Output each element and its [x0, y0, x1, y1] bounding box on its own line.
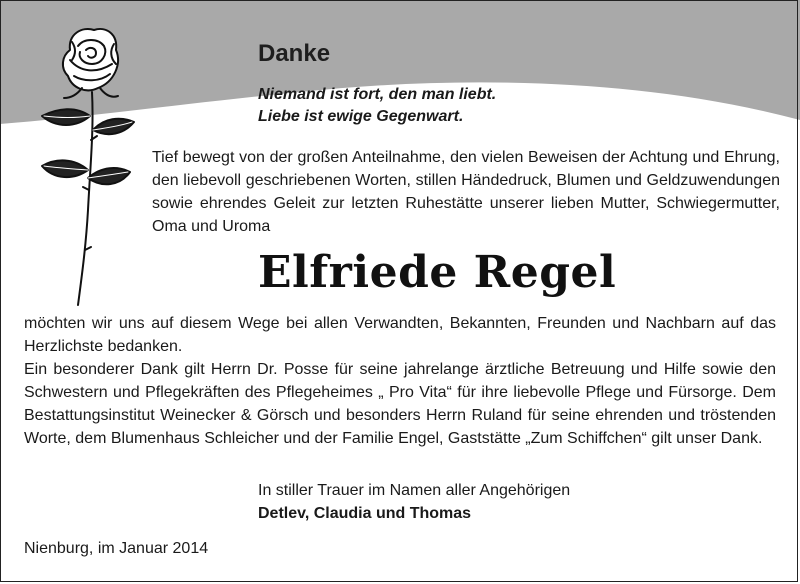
mourning-line: In stiller Trauer im Namen aller Angehörigen — [258, 482, 571, 499]
special-thanks-paragraph: Ein besonderer Dank gilt Herrn Dr. Posse für seine jahrelange ärztliche Betreuung und Hilfe sowie den Schwestern und Pflegekräften des Pflegeheimes „ Pro Vita“ für ihre liebevolle Pflege und Fürsorge. Dem Bestattungsinstitut Weinecker & Görsch und besonders Herrn Ruland für seine ehrenden und tröstenden Worte, dem Blumenhaus Schleicher und der Familie Engel, Gaststätte „Zum Schiffchen“ gilt unser Dank. — [24, 361, 776, 447]
signers: Detlev, Claudia und Thomas — [258, 505, 472, 522]
deceased-name: Elfriede Regel — [258, 247, 617, 298]
thanks-paragraph: möchten wir uns auf diesem Wege bei allen Verwandten, Bekannten, Freunden und Nachbarn auf das Herzlichste bedanken. — [24, 315, 776, 355]
intro-paragraph: Tief bewegt von der großen Anteilnahme, den vielen Beweisen der Achtung und Ehrung, den liebevoll geschriebenen Worten, stillen Händedruck, Blumen und Geldzuwendungen sowie ehrendes Geleit zur letzten Ruhestätte unserer lieben Mutter, Schwiegermutter, Oma und Uroma — [152, 149, 780, 235]
motto-line: Liebe ist ewige Gegenwart. — [258, 108, 464, 125]
heading-danke: Danke — [258, 40, 331, 67]
motto-line: Niemand ist fort, den man liebt. — [258, 86, 497, 103]
place-date: Nienburg, im Januar 2014 — [24, 540, 209, 557]
